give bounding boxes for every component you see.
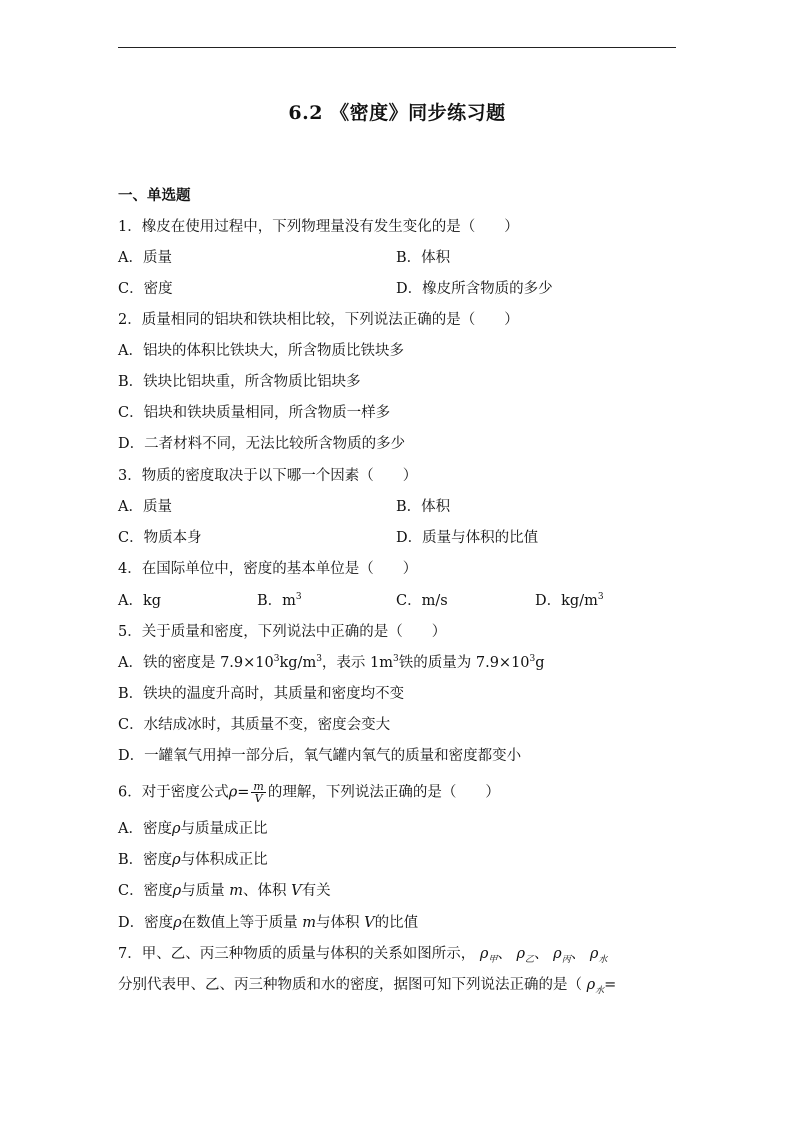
q1-option-c: C．密度 [118,281,173,297]
q6-option-d: D．密度ρ在数值上等于质量 m与体积 V的比值 [118,915,419,931]
q4-option-d: D．$kg/m^3$ [535,592,604,609]
question-1-stem: 1．橡皮在使用过程中，下列物理量没有发生变化的是（ ） [118,219,519,235]
q2-option-b: B．铁块比铝块重，所含物质比铝块多 [118,374,361,390]
q5-option-c: C．水结成冰时，其质量不变，密度会变大 [118,717,391,733]
question-7-line-1: 7．甲、乙、丙三种物质的质量与体积的关系如图所示， $\rho_甲$、 $\rho_乙$、 $\rho_丙$、 $\rho_水$ [118,946,608,965]
q3-option-c: C．物质本身 [118,530,202,546]
q1-option-b: B．体积 [396,250,451,266]
question-4-stem: 4．在国际单位中，密度的基本单位是（ ） [118,561,418,577]
q1-option-d: D．橡皮所含物质的多少 [396,281,553,297]
q1-option-a: A．质量 [118,250,172,266]
q2-option-c: C．铝块和铁块质量相同，所含物质一样多 [118,405,391,421]
q6-option-c: C．密度ρ与质量 m、体积 V有关 [118,883,331,899]
question-7-line-2: 分别代表甲、乙、丙三种物质和水的密度，据图可知下列说法正确的是（ $\rho_水=$ [118,977,617,996]
q3-option-a: A．质量 [118,499,172,515]
q4-option-b: B．$m^3$ [257,592,302,609]
q4-option-c: C．m/s [396,593,448,609]
question-6-stem: 6．对于密度公式ρ= $\frac{m}{V}$ 的理解，下列说法正确的是（ ） [118,780,500,805]
page-title: 6.2 《密度》同步练习题 [288,102,506,124]
question-3-stem: 3．物质的密度取决于以下哪一个因素（ ） [118,468,418,484]
header-rule [118,47,676,48]
q5-option-d: D．一罐氧气用掉一部分后，氧气罐内氧气的质量和密度都变小 [118,748,522,764]
q2-option-a: A．铝块的体积比铁块大，所含物质比铁块多 [118,343,404,359]
q6-option-b: B．密度ρ与体积成正比 [118,852,268,868]
question-2-stem: 2．质量相同的铝块和铁块相比较，下列说法正确的是（ ） [118,312,519,328]
q3-option-d: D．质量与体积的比值 [396,530,539,546]
q5-option-b: B．铁块的温度升高时，其质量和密度均不变 [118,686,405,702]
q3-option-b: B．体积 [396,499,451,515]
q5-option-a: A．铁的密度是 $7.9\times 10^3kg/m^3$，表示 $1m^3$铁的质量为 $7.9\times 10^3g$ [118,654,545,671]
density-formula-fraction: $\frac{m}{V}$ [253,780,264,805]
q6-option-a: A．密度ρ与质量成正比 [118,821,268,837]
section-heading: 一、单选题 [118,187,191,204]
q4-option-a: A．kg [118,593,162,609]
question-5-stem: 5．关于质量和密度，下列说法中正确的是（ ） [118,624,447,640]
q2-option-d: D．二者材料不同，无法比较所含物质的多少 [118,436,406,452]
